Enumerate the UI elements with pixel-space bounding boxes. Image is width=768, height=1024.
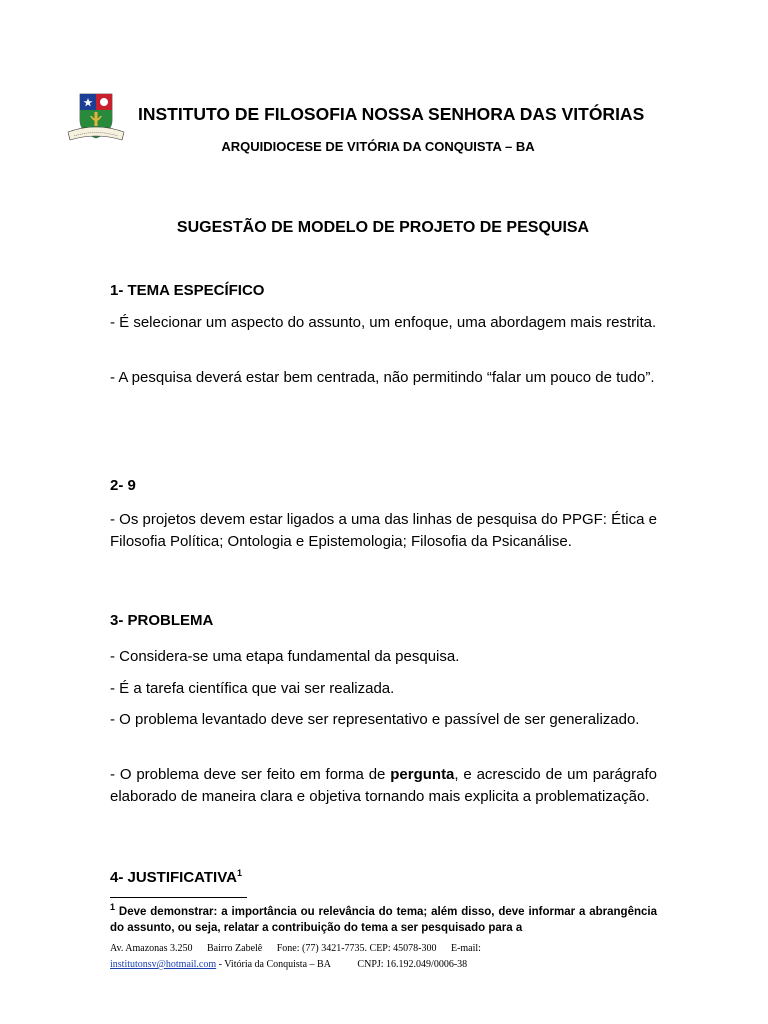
footer-cnpj: CNPJ: 16.192.049/0006-38 (357, 959, 468, 970)
section-3-paragraph-2: - É a tarefa científica que vai ser realizada. (110, 680, 395, 697)
section-3-paragraph-4-end: , e acrescido de um parágrafo elaborado de maneira clara e objetiva tornando mais explicita a problematização. (110, 766, 657, 805)
section-1-paragraph-2: - A pesquisa deverá estar bem centrada, não permitindo “falar um pouco de tudo”. (110, 369, 655, 386)
institution-name: INSTITUTO DE FILOSOFIA NOSSA SENHORA DAS VITÓRIAS (138, 104, 645, 124)
footer-address-row (110, 941, 670, 957)
section-4-heading-text: 4- JUSTIFICATIVA (110, 869, 237, 886)
section-3-paragraph-3: - O problema levantado deve ser representativo e passível de ser generalizado. (110, 711, 640, 728)
section-1-heading: 1- TEMA ESPECÍFICO (110, 282, 265, 299)
section-3-paragraph-1: - Considera-se uma etapa fundamental da pesquisa. (110, 648, 460, 665)
page-footer (110, 941, 670, 973)
footer-district: Bairro Zabelê (207, 943, 263, 954)
footnote-reference: 1 (236, 868, 242, 878)
section-3-paragraph-4 (110, 764, 657, 808)
footer-email-label: E-mail: (450, 943, 481, 954)
section-1-paragraph-1: - É selecionar um aspecto do assunto, um enfoque, uma abordagem mais restrita. (110, 314, 657, 331)
section-3-paragraph-4-start: - O problema deve ser feito em forma de (110, 766, 391, 783)
archdiocese-label: ARQUIDIOCESE DE VITÓRIA DA CONQUISTA – BA (221, 139, 535, 154)
footer-phone: Fone: (77) 3421-7735. CEP: 45078-300 (276, 943, 437, 954)
footnote (110, 904, 657, 936)
footer-email-link[interactable]: institutonsv@hotmail.com (110, 959, 217, 970)
institution-crest-icon (66, 92, 126, 144)
footnote-text: Deve demonstrar: a importância ou relevância do tema; além disso, deve informar a abrangência do assunto, ou seja, relatar a contribuição do tema a ser pesquisado para a (110, 906, 657, 934)
pergunta-emphasis: pergunta (390, 766, 455, 783)
footer-contact-row (110, 957, 670, 973)
footer-city: - Vitória da Conquista – BA (216, 959, 331, 970)
document-title (0, 219, 768, 237)
archdiocese-subtitle (0, 139, 768, 154)
document-title-text: SUGESTÃO DE MODELO DE PROJETO DE PESQUISA (176, 219, 590, 236)
section-4-heading (110, 869, 242, 886)
section-2-paragraph-1: - Os projetos devem estar ligados a uma das linhas de pesquisa do PPGF: Ética e Filosofia Política; Ontologia e Epistemologia; Filosofia da Psicanálise. (110, 511, 657, 550)
footnote-marker: 1 (110, 902, 116, 913)
section-3-heading: 3- PROBLEMA (110, 612, 214, 629)
footnote-divider (110, 897, 247, 898)
section-2-heading: 2- 9 (110, 477, 136, 494)
footer-address: Av. Amazonas 3.250 (110, 943, 193, 954)
